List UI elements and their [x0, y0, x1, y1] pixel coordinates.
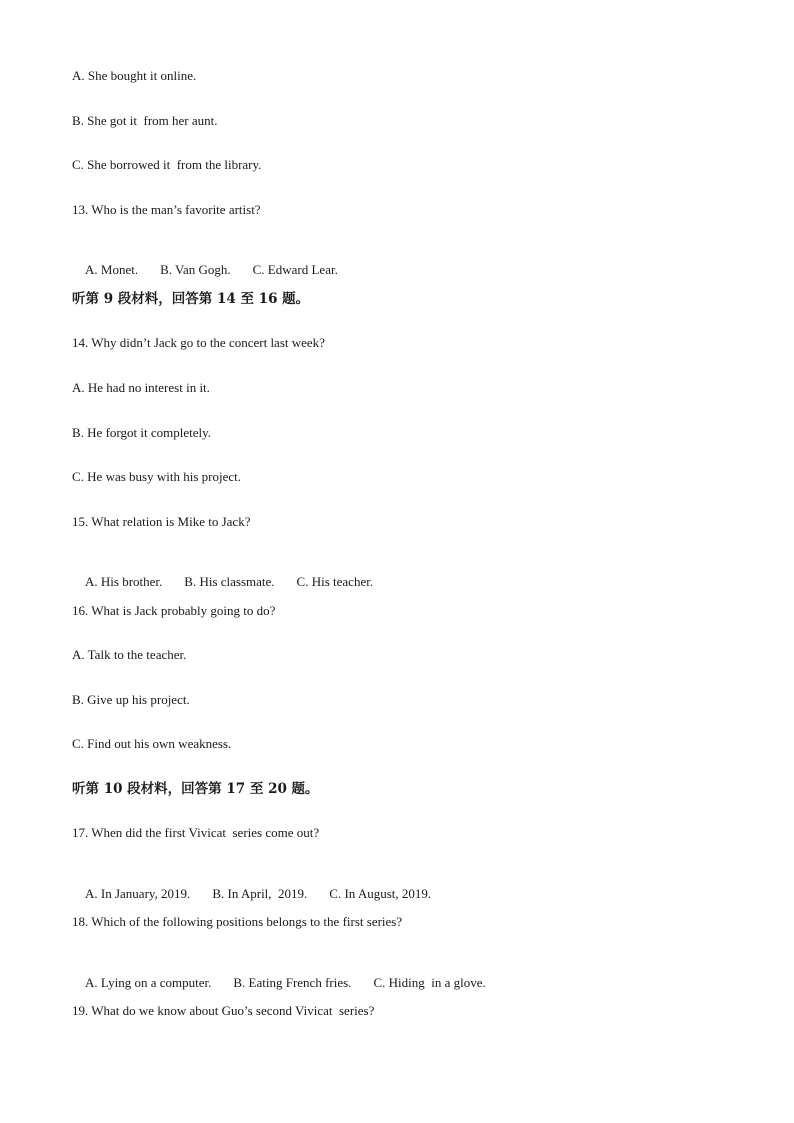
- q17-option-b: B. In April, 2019.: [212, 886, 308, 901]
- q15-question: 15. What relation is Mike to Jack?: [72, 514, 251, 529]
- q14-option-b: B. He forgot it completely.: [72, 425, 212, 440]
- q17-options: [72, 870, 431, 918]
- q13-option-c: C. Edward Lear.: [252, 262, 338, 277]
- q17-option-a: A. In January, 2019.: [85, 886, 191, 901]
- q18-option-c: C. Hiding in a glove.: [373, 975, 486, 990]
- q16-option-c: C. Find out his own weakness.: [72, 736, 232, 751]
- q12-option-a: A. She bought it online.: [72, 68, 197, 83]
- q17-question: 17. When did the first Vivicat series come out?: [72, 825, 320, 840]
- q13-options: [72, 246, 338, 294]
- q18-question: 18. Which of the following positions belongs to the first series?: [72, 914, 403, 929]
- q15-option-b: B. His classmate.: [184, 574, 275, 589]
- q18-options: [72, 959, 486, 1007]
- q14-option-a: A. He had no interest in it.: [72, 380, 210, 395]
- q16-question: 16. What is Jack probably going to do?: [72, 603, 276, 618]
- q15-option-c: C. His teacher.: [296, 574, 374, 589]
- q13-question: 13. Who is the man’s favorite artist?: [72, 202, 261, 217]
- section-9-heading: 听第 9 段材料，回答第 14 至 16 题。: [72, 291, 310, 307]
- q19-question: 19. What do we know about Guo’s second Vivicat series?: [72, 1003, 375, 1018]
- q15-options: [72, 558, 373, 606]
- q12-option-c: C. She borrowed it from the library.: [72, 157, 262, 172]
- q12-option-b: B. She got it from her aunt.: [72, 113, 218, 128]
- q16-option-a: A. Talk to the teacher.: [72, 647, 187, 662]
- q18-option-a: A. Lying on a computer.: [85, 975, 212, 990]
- section-10-heading: 听第 10 段材料，回答第 17 至 20 题。: [72, 781, 319, 797]
- q14-question: 14. Why didn’t Jack go to the concert last week?: [72, 335, 325, 350]
- q18-option-b: B. Eating French fries.: [233, 975, 352, 990]
- q14-option-c: C. He was busy with his project.: [72, 469, 241, 484]
- q17-option-c: C. In August, 2019.: [329, 886, 432, 901]
- q13-option-b: B. Van Gogh.: [160, 262, 231, 277]
- q13-option-a: A. Monet.: [85, 262, 139, 277]
- q16-option-b: B. Give up his project.: [72, 692, 190, 707]
- q15-option-a: A. His brother.: [85, 574, 163, 589]
